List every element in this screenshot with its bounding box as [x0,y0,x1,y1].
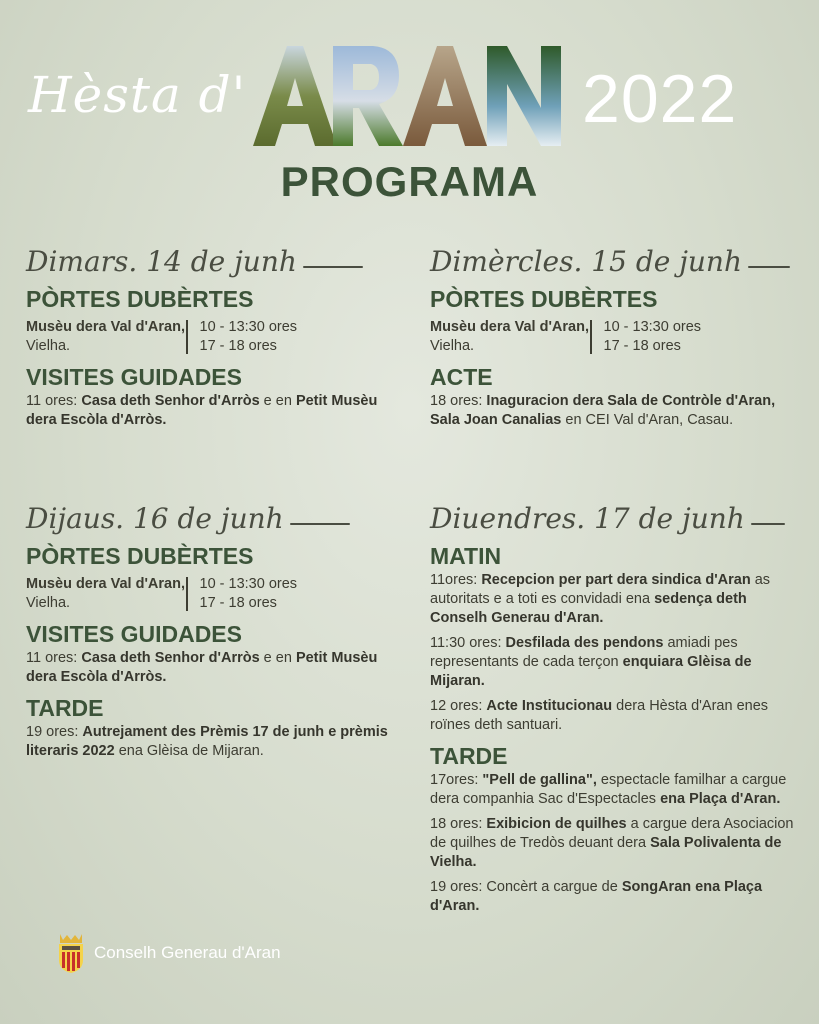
footer [56,932,281,974]
organization-name: Conselh Generau d'Aran [94,943,281,962]
opening-times [200,575,298,613]
section-heading: PÒRTES DUBÈRTES [26,543,254,569]
day-column-16 [26,495,396,767]
section-heading: MATIN [430,543,502,569]
day-heading [26,238,396,278]
coat-of-arms-icon [56,932,86,974]
day-title: Dimèrcles. 15 de junh [430,245,742,278]
section-heading: ACTE [430,364,493,390]
event-text: 11ores: Recepcion per part dera sindica d'Aran as autoritats e a toti es convidadi ena sedença deth Conselh Generau d'Aran. [430,572,771,626]
place-town: Vielha. [26,338,71,354]
event-text: 11 ores: Casa deth Senhor d'Arròs e en Petit Musèu dera Escòla d'Arròs. [26,393,378,428]
section-heading: TARDE [430,743,508,769]
opening-times [604,318,702,356]
page-title: PROGRAMA [280,158,539,205]
event-text: 11 ores: Casa deth Senhor d'Arròs e en Petit Musèu dera Escòla d'Arròs. [26,650,378,685]
museum-hours [430,318,800,356]
section-heading: PÒRTES DUBÈRTES [26,286,254,312]
flourish-line [290,523,350,525]
day-column-15 [430,238,800,436]
day-title: Dijaus. 16 de junh [26,502,284,535]
day-title: Diuendres. 17 de junh [430,502,745,535]
place-name: Musèu dera Val d'Aran, [430,319,589,335]
section-heading: VISITES GUIDADES [26,364,242,390]
flourish-line [751,523,785,525]
divider [590,320,592,354]
flourish-line [303,266,363,268]
day-heading [430,495,795,535]
event-text: 12 ores: Acte Institucionau dera Hèsta d'Aran enes roïnes deth santuari. [430,698,769,733]
title-hesta: Hèsta d' [28,66,247,124]
time-slot: 10 - 13:30 ores [199,319,298,335]
divider [186,577,188,611]
section-heading: VISITES GUIDADES [26,621,242,647]
header [0,20,819,140]
museum-hours [26,575,396,613]
flourish-line [748,266,790,268]
time-slot: 10 - 13:30 ores [199,576,298,592]
event-text: 17ores: "Pell de gallina", espectacle familhar a cargue dera companhia Sac d'Espectacles ena Plaça d'Aran. [430,772,787,807]
day-heading [430,238,800,278]
event-text: 11:30 ores: Desfilada des pendons amiadi pes representants de cada terçon enquiara Glèisa de Mijaran. [430,635,752,689]
day-column-14 [26,238,396,436]
museum-place [430,318,590,356]
day-column-17 [430,495,795,922]
time-slot: 17 - 18 ores [199,338,277,354]
title-year: 2022 [582,61,738,137]
divider [186,320,188,354]
event-text: 19 ores: Autrejament des Prèmis 17 de junh e prèmis literaris 2022 ena Glèisa de Mijaran. [26,724,388,759]
event-text: 18 ores: Exibicion de quilhes a cargue dera Asociacion de quilhes de Tredòs deuant dera Sala Polivalenta de Vielha. [430,816,794,870]
aran-photo-lettering [253,42,565,148]
museum-hours [26,318,396,356]
section-heading: TARDE [26,695,104,721]
museum-place [26,575,186,613]
time-slot: 10 - 13:30 ores [603,319,702,335]
opening-times [200,318,298,356]
day-heading [26,495,396,535]
section-heading: PÒRTES DUBÈRTES [430,286,658,312]
place-name: Musèu dera Val d'Aran, [26,319,185,335]
time-slot: 17 - 18 ores [199,595,277,611]
time-slot: 17 - 18 ores [603,338,681,354]
place-name: Musèu dera Val d'Aran, [26,576,185,592]
event-text: 19 ores: Concèrt a cargue de SongAran ena Plaça d'Aran. [430,879,763,914]
event-text: 18 ores: Inaguracion dera Sala de Contròle d'Aran, Sala Joan Canalias en CEI Val d'Aran, Casau. [430,393,776,428]
day-title: Dimars. 14 de junh [26,245,297,278]
place-town: Vielha. [26,595,71,611]
place-town: Vielha. [430,338,475,354]
museum-place [26,318,186,356]
